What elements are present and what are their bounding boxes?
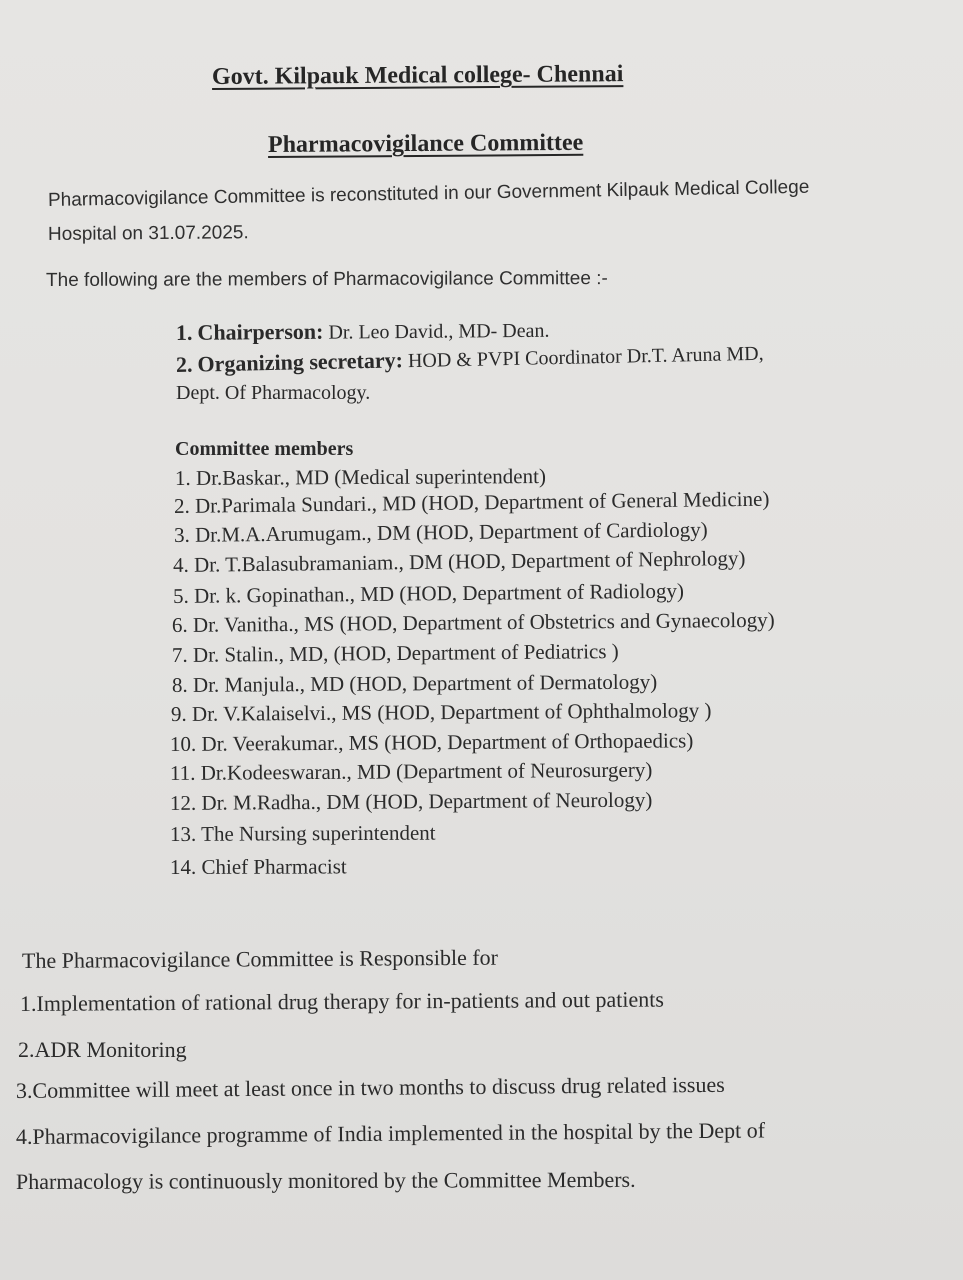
role-number: 2.: [175, 351, 193, 377]
intro-line-2: Hospital on 31.07.2025.: [47, 222, 249, 245]
responsibility-item: 4.Pharmacovigilance programme of India implemented in the hospital by the Dept of: [15, 1117, 766, 1149]
role-organizing-secretary-dept: Dept. Of Pharmacology.: [176, 382, 371, 404]
member-item: 3. Dr.M.A.Arumugam., DM (HOD, Department of Cardiology): [173, 517, 708, 547]
role-detail: HOD & PVPI Coordinator Dr.T. Aruna MD,: [407, 342, 764, 373]
member-item: 10. Dr. Veerakumar., MS (HOD, Department of Orthopaedics): [169, 728, 694, 756]
role-organizing-secretary: [176, 340, 764, 378]
member-item: 14. Chief Pharmacist: [169, 854, 347, 879]
member-item: 1. Dr.Baskar., MD (Medical superintendent): [174, 464, 546, 490]
responsibility-item: 3.Committee will meet at least once in two months to discuss drug related issues: [15, 1071, 725, 1103]
responsibility-item: 2.ADR Monitoring: [18, 1037, 187, 1062]
member-item: 6. Dr. Vanitha., MS (HOD, Department of Obstetrics and Gynaecology): [171, 607, 775, 637]
role-title: Organizing secretary:: [197, 347, 404, 377]
intro-line-1: Pharmacovigilance Committee is reconstituted in our Government Kilpauk Medical College: [47, 176, 810, 211]
role-detail: Dr. Leo David., MD- Dean.: [328, 319, 550, 344]
committee-title: Pharmacovigilance Committee: [267, 129, 584, 158]
responsibility-item: Pharmacology is continuously monitored by the Committee Members.: [15, 1166, 636, 1194]
institution-title: Govt. Kilpauk Medical college- Chennai: [211, 61, 624, 90]
responsibilities-heading: The Pharmacovigilance Committee is Responsible for: [21, 944, 499, 973]
member-item: 11. Dr.Kodeeswaran., MD (Department of Neurosurgery): [169, 757, 653, 785]
member-item: 2. Dr.Parimala Sundari., MD (HOD, Department of General Medicine): [173, 486, 770, 518]
role-number: 1.: [175, 319, 193, 345]
responsibility-item: 1.Implementation of rational drug therapy for in-patients and out patients: [19, 986, 665, 1016]
member-item: 9. Dr. V.Kalaiselvi., MS (HOD, Department of Ophthalmology ): [170, 698, 712, 726]
role-title: Chairperson:: [197, 318, 324, 345]
role-chairperson: [176, 317, 550, 346]
member-item: 5. Dr. k. Gopinathan., MD (HOD, Department of Radiology): [172, 578, 685, 608]
member-item: 12. Dr. M.Radha., DM (HOD, Department of Neurology): [169, 787, 653, 815]
member-item: 7. Dr. Stalin., MD, (HOD, Department of Pediatrics ): [171, 639, 619, 667]
member-item: 4. Dr. T.Balasubramaniam., DM (HOD, Department of Nephrology): [172, 546, 746, 577]
member-item: 8. Dr. Manjula., MD (HOD, Department of Dermatology): [171, 669, 658, 697]
member-item: 13. The Nursing superintendent: [169, 820, 436, 846]
members-lead: The following are the members of Pharmacovigilance Committee :-: [45, 268, 608, 291]
committee-members-heading: Committee members: [175, 438, 354, 460]
